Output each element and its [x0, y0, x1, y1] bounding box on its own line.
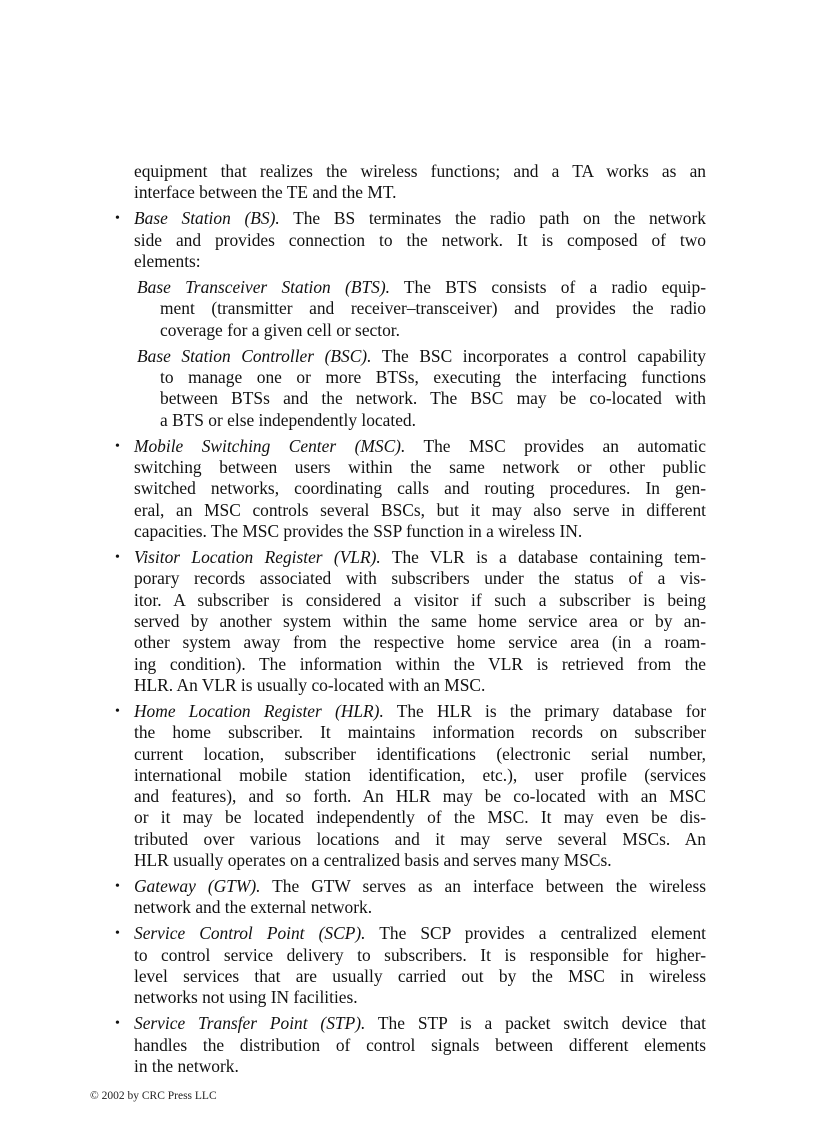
- text-line: eral, an MSC controls several BSCs, but it may also serve in different: [134, 499, 706, 520]
- list-item: [115, 208, 706, 272]
- bullet-icon: •: [115, 926, 120, 942]
- text-line: equipment that realizes the wireless functions; and a TA works as an: [134, 161, 706, 181]
- bullet-icon: •: [115, 438, 120, 454]
- text-line: elements:: [134, 250, 201, 271]
- item-term: Gateway (GTW).: [134, 876, 261, 897]
- text-line: current location, subscriber identifications (electronic serial number,: [134, 743, 706, 764]
- text-line: ment (transmitter and receiver–transceiver) and provides the radio: [160, 298, 706, 319]
- text-line: Visitor Location Register (VLR). The VLR is a database containing tem-: [134, 547, 706, 568]
- text-line: itor. A subscriber is considered a visitor if such a subscriber is being: [134, 589, 706, 610]
- text-line: handles the distribution of control signals between different elements: [134, 1034, 706, 1055]
- text-line: switching between users within the same network or other public: [134, 457, 706, 478]
- item-term: Service Control Point (SCP).: [134, 923, 366, 944]
- text-line: Gateway (GTW). The GTW serves as an interface between the wireless: [134, 876, 706, 897]
- text-line: side and provides connection to the network. It is composed of two: [134, 229, 706, 250]
- text-line: a BTS or else independently located.: [160, 409, 416, 430]
- copyright-footer: © 2002 by CRC Press LLC: [90, 1090, 217, 1102]
- text-line: Mobile Switching Center (MSC). The MSC provides an automatic: [134, 435, 706, 456]
- text-line: to control service delivery to subscribers. It is responsible for higher-: [134, 944, 706, 965]
- item-term: Service Transfer Point (STP).: [134, 1013, 366, 1034]
- bullet-icon: •: [115, 1016, 120, 1032]
- item-term: Mobile Switching Center (MSC).: [134, 435, 406, 456]
- text-line: and features), and so forth. An HLR may be co-located with an MSC: [134, 786, 706, 807]
- text-line: Base Station Controller (BSC). The BSC incorporates a control capability: [137, 345, 706, 366]
- text-line: capacities. The MSC provides the SSP function in a wireless IN.: [134, 520, 583, 541]
- text-line: Service Transfer Point (STP). The STP is a packet switch device that: [134, 1013, 706, 1034]
- intro-paragraph: [134, 161, 706, 204]
- text-line: network and the external network.: [134, 897, 373, 918]
- list-item: [115, 1013, 706, 1077]
- item-term: Base Station (BS).: [134, 208, 280, 229]
- text-line: HLR usually operates on a centralized basis and serves many MSCs.: [134, 849, 612, 870]
- text-line: coverage for a given cell or sector.: [160, 319, 400, 340]
- bullet-icon: •: [115, 550, 120, 566]
- text-line: HLR. An VLR is usually co-located with an MSC.: [134, 674, 486, 695]
- text-line: international mobile station identification, etc.), user profile (services: [134, 764, 706, 785]
- text-line: Base Station (BS). The BS terminates the radio path on the network: [134, 208, 706, 229]
- item-term: Home Location Register (HLR).: [134, 700, 384, 721]
- list-item: [115, 923, 706, 1008]
- page-body: [115, 161, 706, 1077]
- text-line: interface between the TE and the MT.: [134, 182, 397, 203]
- text-line: ing condition). The information within the VLR is retrieved from the: [134, 653, 706, 674]
- text-line: porary records associated with subscribers under the status of a vis-: [134, 568, 706, 589]
- bullet-icon: •: [115, 703, 120, 719]
- item-term: Visitor Location Register (VLR).: [134, 547, 381, 568]
- sub-item: [134, 346, 706, 431]
- bullet-icon: •: [115, 211, 120, 227]
- text-line: served by another system within the same home service area or by an-: [134, 610, 706, 631]
- text-line: to manage one or more BTSs, executing the interfacing functions: [160, 367, 706, 388]
- list-item: [115, 547, 706, 696]
- text-line: level services that are usually carried out by the MSC in wireless: [134, 966, 706, 987]
- list-item: [115, 700, 706, 871]
- list-item: [115, 435, 706, 542]
- text-line: Base Transceiver Station (BTS). The BTS consists of a radio equip-: [137, 277, 706, 298]
- text-line: networks not using IN facilities.: [134, 987, 358, 1008]
- text-line: Service Control Point (SCP). The SCP provides a centralized element: [134, 923, 706, 944]
- bullet-icon: •: [115, 879, 120, 895]
- text-line: in the network.: [134, 1056, 239, 1077]
- text-line: or it may be located independently of the MSC. It may even be dis-: [134, 807, 706, 828]
- text-line: tributed over various locations and it may serve several MSCs. An: [134, 828, 706, 849]
- text-line: Home Location Register (HLR). The HLR is the primary database for: [134, 700, 706, 721]
- item-term: Base Transceiver Station (BTS).: [137, 277, 390, 298]
- list-item: [115, 876, 706, 919]
- bullet-list: [115, 208, 706, 1077]
- text-line: switched networks, coordinating calls and routing procedures. In gen-: [134, 478, 706, 499]
- text-line: other system away from the respective home service area (in a roam-: [134, 632, 706, 653]
- item-term: Base Station Controller (BSC).: [137, 345, 372, 366]
- text-line: the home subscriber. It maintains information records on subscriber: [134, 722, 706, 743]
- text-line: between BTSs and the network. The BSC may be co-located with: [160, 388, 706, 409]
- sub-item: [134, 277, 706, 341]
